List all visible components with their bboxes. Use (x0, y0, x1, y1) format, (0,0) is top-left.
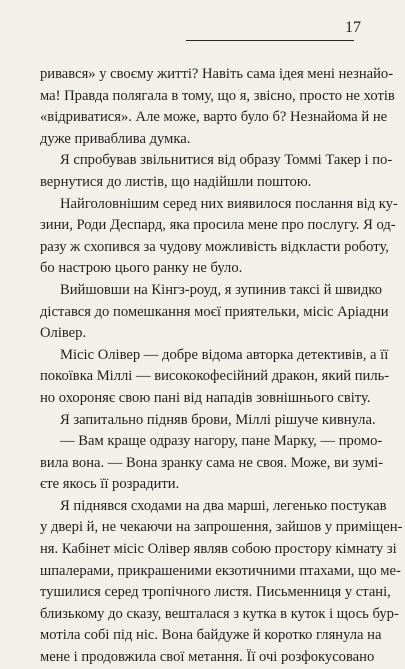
text-line: шпалерами, прикрашеними екзотичними птахами, що ме- (40, 562, 401, 579)
text-line: дуже приваблива думка. (40, 130, 191, 147)
body-text (40, 64, 403, 669)
text-line: у двері й, не чекаючи на запрошення, зайшов у приміщен- (40, 519, 403, 536)
text-line: ня. Кабінет місіс Олівер являв собою простору кімнату зі (40, 541, 397, 558)
text-line: Я піднявся сходами на два марші, легенько постукав (60, 497, 387, 514)
text-line: Я спробував звільнитися від образу Томмі Такер і по- (60, 152, 393, 169)
text-line: но охороняє свою пані від нападів зовнішнього світу. (40, 389, 371, 406)
text-line: разу ж схопився за чудову можливість відкласти роботу, (40, 238, 389, 255)
text-line: покоївка Міллі — висококофесійний дракон, який пиль- (40, 368, 390, 385)
text-line: мотіла собі під ніс. Вона байдуже й коротко глянула на (40, 627, 382, 644)
text-line: дістався до помешкання моєї приятельки, місіс Аріадни (40, 303, 389, 320)
text-line: Вийшовши на Кінгз-роуд, я зупинив таксі й швидко (60, 281, 383, 298)
text-line: єте якось її розрадити. (40, 476, 180, 493)
page-number: 17 (345, 19, 361, 36)
text-line: мене і продовжила свої метання. Її очі розфокусовано (40, 649, 375, 666)
header-rule (186, 40, 354, 41)
text-line: Я запитально підняв брови, Міллі рішуче кивнула. (60, 411, 376, 428)
text-line: тушилися серед тропічного листя. Письменниця у стані, (40, 584, 391, 601)
text-line: ма! Правда полягала в тому, що я, звісно, просто не хотів (40, 87, 395, 104)
text-line: Найголовнішим серед них виявилося послання від ку- (60, 195, 398, 212)
text-line: Місіс Олівер — добре відома авторка детективів, а її (60, 346, 389, 363)
text-line: ривався» у своєму житті? Навіть сама ідея мені незнайо- (40, 66, 394, 82)
text-line: вила вона. — Вона зранку сама не своя. Може, ви зумі- (40, 454, 384, 471)
text-line: близькому до сказу, вешталася з кутка в куток і щось бур- (40, 605, 399, 622)
text-line: вернутися до листів, що надійшли поштою. (40, 173, 312, 190)
text-line: — Вам краще одразу нагору, пане Марку, — промо- (60, 433, 383, 450)
text-line: бо настрою цього ранку не було. (40, 260, 243, 277)
text-line: Олівер. (40, 325, 87, 342)
text-line: зини, Роди Деспард, яка просила мене про послугу. Я од- (40, 217, 396, 234)
text-line: «відриватися». Але може, варто було б? Незнайома й не (40, 109, 388, 126)
